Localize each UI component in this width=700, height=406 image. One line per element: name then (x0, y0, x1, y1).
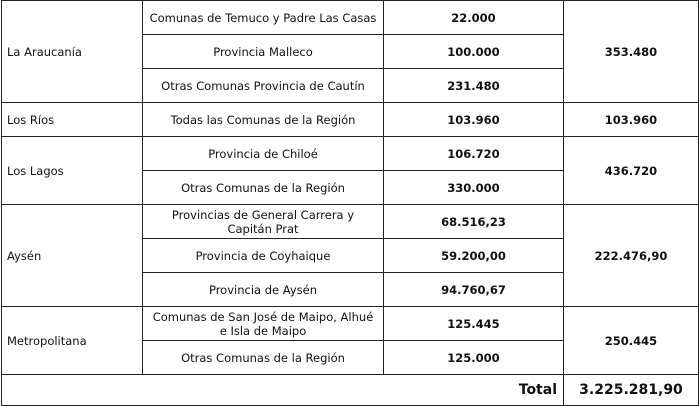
comuna-cell: Provincia de Coyhaique (143, 239, 384, 273)
value-cell: 330.000 (384, 171, 564, 205)
comuna-cell: Comunas de San José de Maipo, Alhué e Isla de Maipo (143, 307, 384, 341)
region-cell: Aysén (2, 205, 143, 307)
region-total-cell: 222.476,90 (564, 205, 699, 307)
value-cell: 68.516,23 (384, 205, 564, 239)
table-row (2, 205, 699, 239)
comuna-cell: Todas las Comunas de la Región (143, 103, 384, 137)
value-cell: 106.720 (384, 137, 564, 171)
region-total-cell: 436.720 (564, 137, 699, 205)
table-row (2, 1, 699, 35)
table-row (2, 307, 699, 341)
grand-total-value: 3.225.281,90 (564, 375, 699, 406)
value-cell: 125.445 (384, 307, 564, 341)
table-row (2, 137, 699, 171)
comuna-cell: Otras Comunas de la Región (143, 171, 384, 205)
allocation-table (1, 0, 699, 406)
value-cell: 22.000 (384, 1, 564, 35)
total-row (2, 375, 699, 406)
region-cell: Los Lagos (2, 137, 143, 205)
total-spacer (2, 375, 384, 406)
value-cell: 94.760,67 (384, 273, 564, 307)
region-cell: Metropolitana (2, 307, 143, 375)
region-total-cell: 353.480 (564, 1, 699, 103)
total-label: Total (384, 375, 564, 406)
comuna-cell: Provincia Malleco (143, 35, 384, 69)
comuna-cell: Otras Comunas Provincia de Cautín (143, 69, 384, 103)
region-cell: Los Ríos (2, 103, 143, 137)
comuna-cell: Comunas de Temuco y Padre Las Casas (143, 1, 384, 35)
comuna-cell: Otras Comunas de la Región (143, 341, 384, 375)
region-cell: La Araucanía (2, 1, 143, 103)
comuna-cell: Provincia de Aysén (143, 273, 384, 307)
table-row (2, 103, 699, 137)
value-cell: 231.480 (384, 69, 564, 103)
value-cell: 100.000 (384, 35, 564, 69)
region-total-cell: 103.960 (564, 103, 699, 137)
value-cell: 125.000 (384, 341, 564, 375)
value-cell: 59.200,00 (384, 239, 564, 273)
value-cell: 103.960 (384, 103, 564, 137)
region-total-cell: 250.445 (564, 307, 699, 375)
comuna-cell: Provincia de Chiloé (143, 137, 384, 171)
comuna-cell: Provincias de General Carrera y Capitán Prat (143, 205, 384, 239)
